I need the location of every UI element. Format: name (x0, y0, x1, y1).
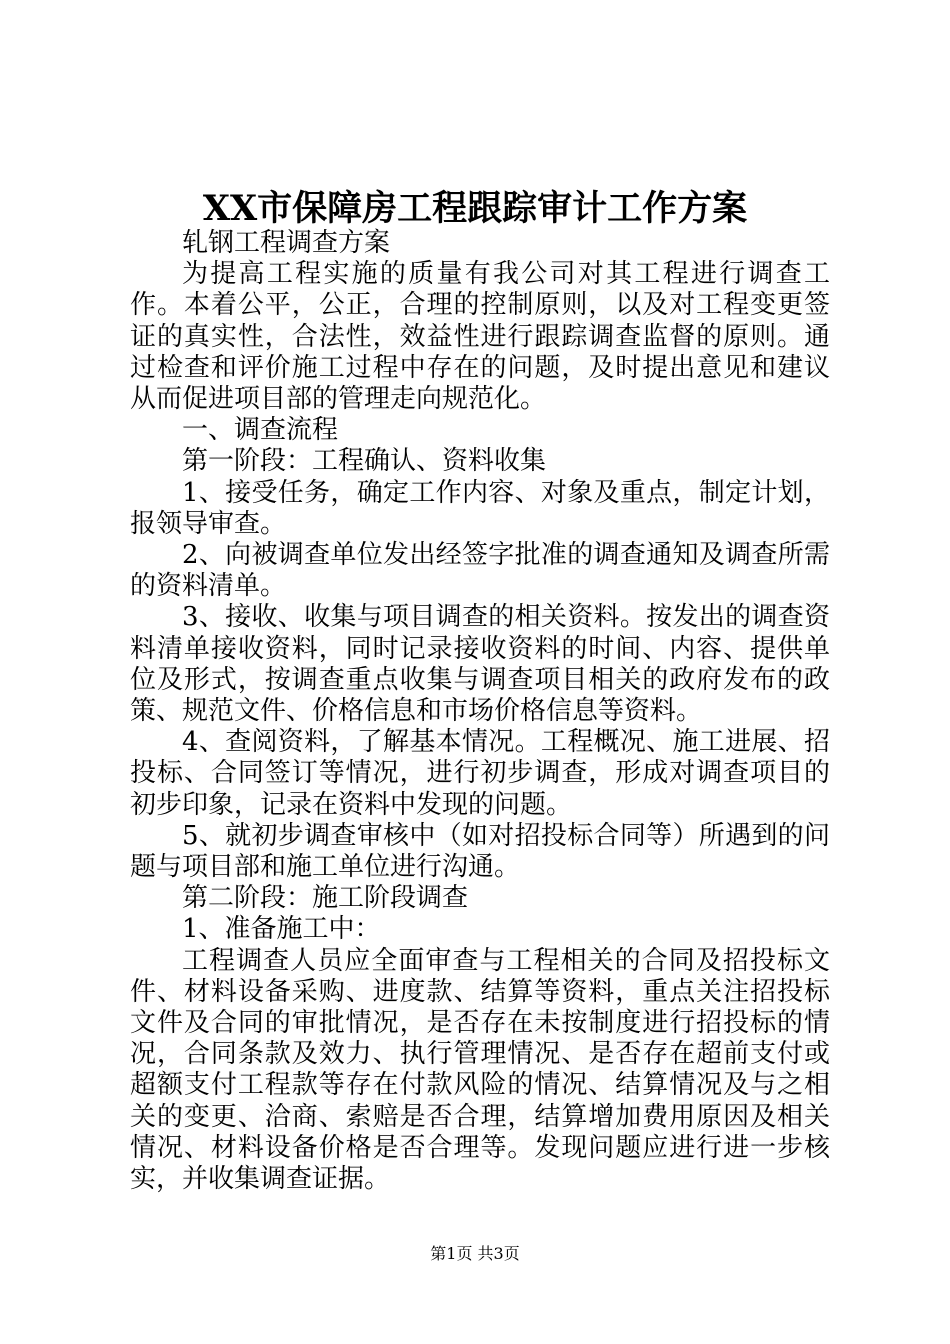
stage-heading: 第二阶段：施工阶段调查 (182, 883, 469, 914)
document-body (130, 228, 830, 1195)
section-heading: 一、调查流程 (182, 415, 339, 446)
document-title: XX市保障房工程跟踪审计工作方案 (202, 188, 748, 229)
list-item: 1、接受任务，确定工作内容、对象及重点，制定计划，报领导审查。 (130, 477, 830, 539)
list-item: 2、向被调查单位发出经签字批准的调查通知及调查所需的资料清单。 (130, 540, 830, 602)
list-item: 3、接收、收集与项目调查的相关资料。按发出的调查资料清单接收资料，同时记录接收资料的时间、内容、提供单位及形式，按调查重点收集与调查项目相关的政府发布的政策、规范文件、价格信息和市场价格信息等资料。 (130, 602, 830, 727)
stage-heading: 第一阶段：工程确认、资料收集 (182, 446, 547, 477)
list-item: 4、查阅资料，了解基本情况。工程概况、施工进展、招投标、合同签订等情况，进行初步调查，形成对调查项目的初步印象，记录在资料中发现的问题。 (130, 727, 830, 820)
page-footer: 第1页 共3页 (430, 1244, 520, 1263)
paragraph-body: 工程调查人员应全面审查与工程相关的合同及招投标文件、材料设备采购、进度款、结算等资料，重点关注招投标文件及合同的审批情况，是否存在未按制度进行招投标的情况，合同条款及效力、执行管理情况、是否存在超前支付或超额支付工程款等存在付款风险的情况、结算情况及与之相关的变更、洽商、索赔是否合理，结算增加费用原因及相关情况、材料设备价格是否合理等。发现问题应进行进一步核实，并收集调查证据。 (130, 945, 830, 1195)
paragraph-intro: 为提高工程实施的质量有我公司对其工程进行调查工作。本着公平，公正，合理的控制原则，以及对工程变更签证的真实性，合法性，效益性进行跟踪调查监督的原则。通过检查和评价施工过程中存在的问题，及时提出意见和建议从而促进项目部的管理走向规范化。 (130, 259, 830, 415)
paragraph-heading: 轧钢工程调查方案 (182, 228, 391, 258)
list-item: 1、准备施工中： (182, 914, 381, 945)
list-item: 5、就初步调查审核中（如对招投标合同等）所遇到的问题与项目部和施工单位进行沟通。 (130, 820, 830, 883)
